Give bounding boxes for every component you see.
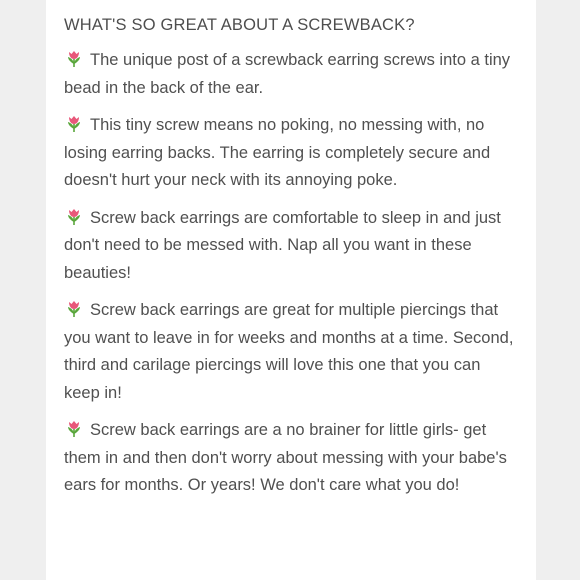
tulip-icon — [64, 208, 84, 226]
paragraph-4-text: Screw back earrings are great for multiple piercings that you want to leave in for weeks and months at a time. Second, third and carilage piercings will love this one that you can keep in! — [64, 301, 514, 402]
paragraph-5-text: Screw back earrings are a no brainer for little girls- get them in and then don't worry about messing with your babe's ears for months. Or years! We don't care what you do! — [64, 421, 507, 494]
paragraph-2-text: This tiny screw means no poking, no messing with, no losing earring backs. The earring is completely secure and doesn't hurt your neck with its annoying poke. — [64, 116, 491, 189]
paragraph-1 — [64, 47, 518, 102]
tulip-icon — [64, 50, 84, 68]
paragraph-4 — [64, 297, 518, 407]
paragraph-3-text: Screw back earrings are comfortable to sleep in and just don't need to be messed with. Nap all you want in these beauties! — [64, 208, 501, 282]
description-card — [46, 0, 536, 580]
tulip-icon — [64, 420, 84, 438]
tulip-icon — [64, 115, 84, 133]
tulip-icon — [64, 300, 84, 318]
paragraph-3 — [64, 205, 518, 288]
paragraph-2 — [64, 112, 518, 195]
paragraph-5 — [64, 417, 518, 500]
section-title: WHAT'S SO GREAT ABOUT A SCREWBACK? — [64, 16, 415, 34]
paragraph-1-text: The unique post of a screwback earring screws into a tiny bead in the back of the ear. — [64, 51, 511, 97]
